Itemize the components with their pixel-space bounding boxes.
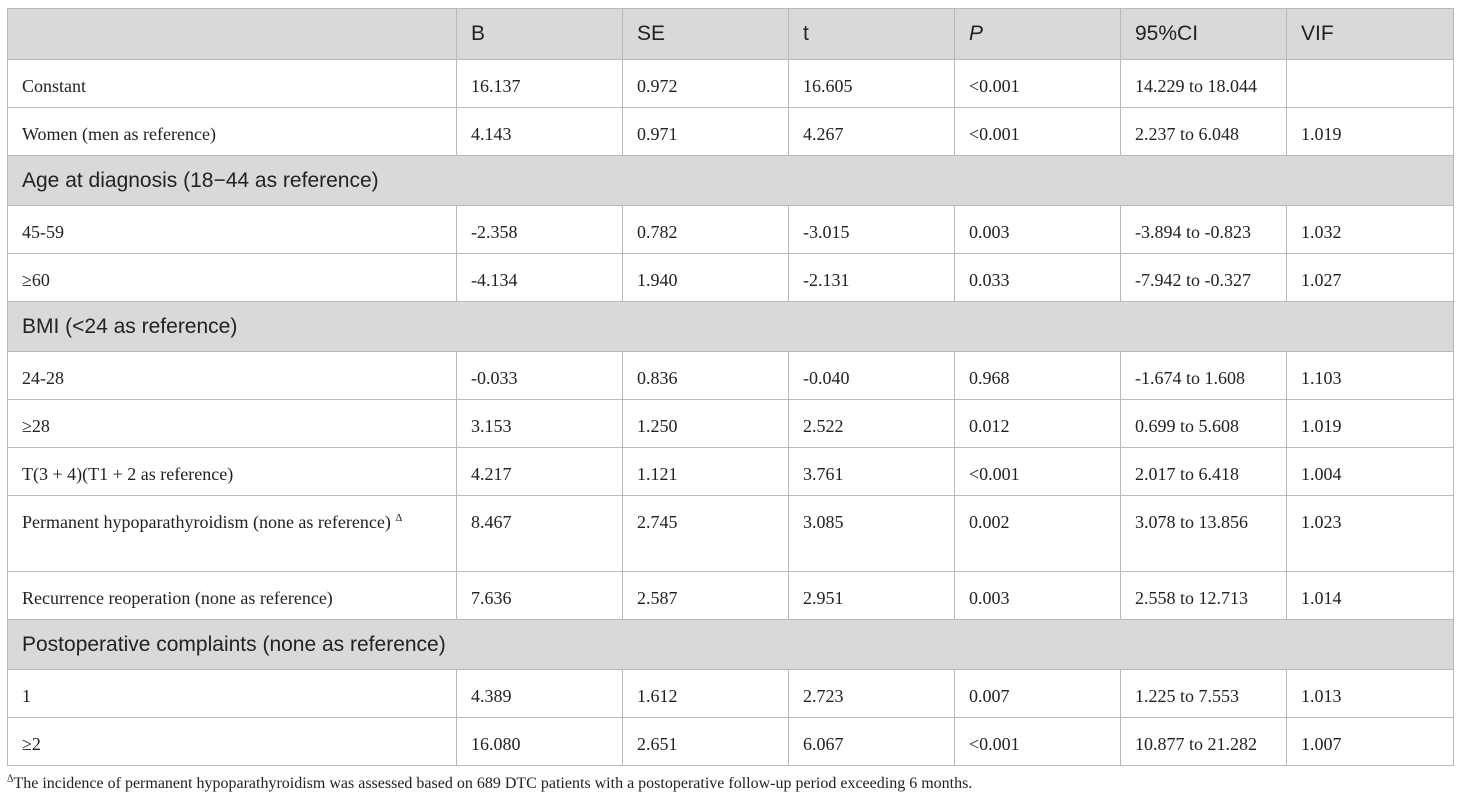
b-cell: 8.467 bbox=[457, 496, 623, 572]
header-cell-p: P bbox=[955, 9, 1121, 60]
b-cell: 4.143 bbox=[457, 108, 623, 156]
se-cell: 1.250 bbox=[623, 400, 789, 448]
table-row bbox=[8, 496, 1454, 572]
se-cell: 1.612 bbox=[623, 670, 789, 718]
p-cell: 0.003 bbox=[955, 572, 1121, 620]
vif-cell: 1.019 bbox=[1287, 400, 1454, 448]
t-cell: 16.605 bbox=[789, 60, 955, 108]
header-cell-ci: 95%CI bbox=[1121, 9, 1287, 60]
b-cell: -0.033 bbox=[457, 352, 623, 400]
header-cell-label bbox=[8, 9, 457, 60]
se-cell: 1.121 bbox=[623, 448, 789, 496]
row-label-cell: 24-28 bbox=[8, 352, 457, 400]
row-label-cell: ≥28 bbox=[8, 400, 457, 448]
p-cell: <0.001 bbox=[955, 108, 1121, 156]
header-cell-vif: VIF bbox=[1287, 9, 1454, 60]
row-label-cell: Recurrence reoperation (none as reference) bbox=[8, 572, 457, 620]
row-label-cell: Constant bbox=[8, 60, 457, 108]
t-cell: 4.267 bbox=[789, 108, 955, 156]
vif-cell: 1.032 bbox=[1287, 206, 1454, 254]
ci-cell: 0.699 to 5.608 bbox=[1121, 400, 1287, 448]
se-cell: 0.836 bbox=[623, 352, 789, 400]
footnote-reference-mark: Δ bbox=[395, 512, 403, 524]
table-row bbox=[8, 108, 1454, 156]
table-row bbox=[8, 206, 1454, 254]
t-cell: -2.131 bbox=[789, 254, 955, 302]
t-cell: 3.761 bbox=[789, 448, 955, 496]
se-cell: 1.940 bbox=[623, 254, 789, 302]
section-header-label: Age at diagnosis (18−44 as reference) bbox=[8, 156, 1454, 206]
table-row bbox=[8, 400, 1454, 448]
header-cell-t: t bbox=[789, 9, 955, 60]
vif-cell: 1.019 bbox=[1287, 108, 1454, 156]
b-cell: 16.137 bbox=[457, 60, 623, 108]
t-cell: 6.067 bbox=[789, 718, 955, 766]
ci-cell: 3.078 to 13.856 bbox=[1121, 496, 1287, 572]
ci-cell: 2.558 to 12.713 bbox=[1121, 572, 1287, 620]
ci-cell: -3.894 to -0.823 bbox=[1121, 206, 1287, 254]
ci-cell: -1.674 to 1.608 bbox=[1121, 352, 1287, 400]
table-row bbox=[8, 352, 1454, 400]
regression-table bbox=[7, 8, 1454, 766]
vif-cell: 1.014 bbox=[1287, 572, 1454, 620]
t-cell: 2.522 bbox=[789, 400, 955, 448]
table-row bbox=[8, 670, 1454, 718]
section-header-label: Postoperative complaints (none as reference) bbox=[8, 620, 1454, 670]
row-label-cell bbox=[8, 496, 457, 572]
p-cell: 0.012 bbox=[955, 400, 1121, 448]
vif-cell: 1.013 bbox=[1287, 670, 1454, 718]
p-cell: <0.001 bbox=[955, 60, 1121, 108]
p-cell: 0.968 bbox=[955, 352, 1121, 400]
b-cell: 4.217 bbox=[457, 448, 623, 496]
vif-cell: 1.027 bbox=[1287, 254, 1454, 302]
ci-cell: 14.229 to 18.044 bbox=[1121, 60, 1287, 108]
p-cell: 0.007 bbox=[955, 670, 1121, 718]
vif-cell bbox=[1287, 60, 1454, 108]
b-cell: 7.636 bbox=[457, 572, 623, 620]
b-cell: 4.389 bbox=[457, 670, 623, 718]
table-row bbox=[8, 448, 1454, 496]
p-cell: 0.033 bbox=[955, 254, 1121, 302]
ci-cell: 2.237 to 6.048 bbox=[1121, 108, 1287, 156]
table-footnote bbox=[7, 775, 972, 793]
vif-cell: 1.004 bbox=[1287, 448, 1454, 496]
b-cell: -2.358 bbox=[457, 206, 623, 254]
vif-cell: 1.023 bbox=[1287, 496, 1454, 572]
ci-cell: 1.225 to 7.553 bbox=[1121, 670, 1287, 718]
row-label-cell: ≥60 bbox=[8, 254, 457, 302]
table-row bbox=[8, 718, 1454, 766]
row-label-cell: 45-59 bbox=[8, 206, 457, 254]
table-row bbox=[8, 572, 1454, 620]
footnote-text: The incidence of permanent hypoparathyroidism was assessed based on 689 DTC patients with a postoperative follow-up period exceeding 6 months. bbox=[13, 775, 973, 792]
t-cell: -0.040 bbox=[789, 352, 955, 400]
b-cell: 16.080 bbox=[457, 718, 623, 766]
row-label-cell: T(3 + 4)(T1 + 2 as reference) bbox=[8, 448, 457, 496]
row-label-cell: ≥2 bbox=[8, 718, 457, 766]
row-label-cell: 1 bbox=[8, 670, 457, 718]
header-cell-b: B bbox=[457, 9, 623, 60]
se-cell: 0.782 bbox=[623, 206, 789, 254]
vif-cell: 1.103 bbox=[1287, 352, 1454, 400]
se-cell: 2.587 bbox=[623, 572, 789, 620]
table-body bbox=[8, 60, 1454, 766]
section-header-row bbox=[8, 620, 1454, 670]
se-cell: 0.971 bbox=[623, 108, 789, 156]
header-row bbox=[8, 9, 1454, 60]
section-header-row bbox=[8, 156, 1454, 206]
p-cell: <0.001 bbox=[955, 448, 1121, 496]
b-cell: 3.153 bbox=[457, 400, 623, 448]
se-cell: 0.972 bbox=[623, 60, 789, 108]
regression-table-container bbox=[7, 8, 1453, 766]
ci-cell: 10.877 to 21.282 bbox=[1121, 718, 1287, 766]
vif-cell: 1.007 bbox=[1287, 718, 1454, 766]
t-cell: 2.951 bbox=[789, 572, 955, 620]
se-cell: 2.745 bbox=[623, 496, 789, 572]
b-cell: -4.134 bbox=[457, 254, 623, 302]
t-cell: 3.085 bbox=[789, 496, 955, 572]
p-cell: <0.001 bbox=[955, 718, 1121, 766]
p-cell: 0.002 bbox=[955, 496, 1121, 572]
row-label-text: Permanent hypoparathyroidism (none as reference) bbox=[22, 512, 391, 532]
header-cell-se: SE bbox=[623, 9, 789, 60]
ci-cell: 2.017 to 6.418 bbox=[1121, 448, 1287, 496]
table-row bbox=[8, 254, 1454, 302]
t-cell: -3.015 bbox=[789, 206, 955, 254]
table-row bbox=[8, 60, 1454, 108]
se-cell: 2.651 bbox=[623, 718, 789, 766]
section-header-label: BMI (<24 as reference) bbox=[8, 302, 1454, 352]
p-cell: 0.003 bbox=[955, 206, 1121, 254]
row-label-cell: Women (men as reference) bbox=[8, 108, 457, 156]
footnote-mark: Δ bbox=[7, 773, 14, 785]
ci-cell: -7.942 to -0.327 bbox=[1121, 254, 1287, 302]
t-cell: 2.723 bbox=[789, 670, 955, 718]
section-header-row bbox=[8, 302, 1454, 352]
